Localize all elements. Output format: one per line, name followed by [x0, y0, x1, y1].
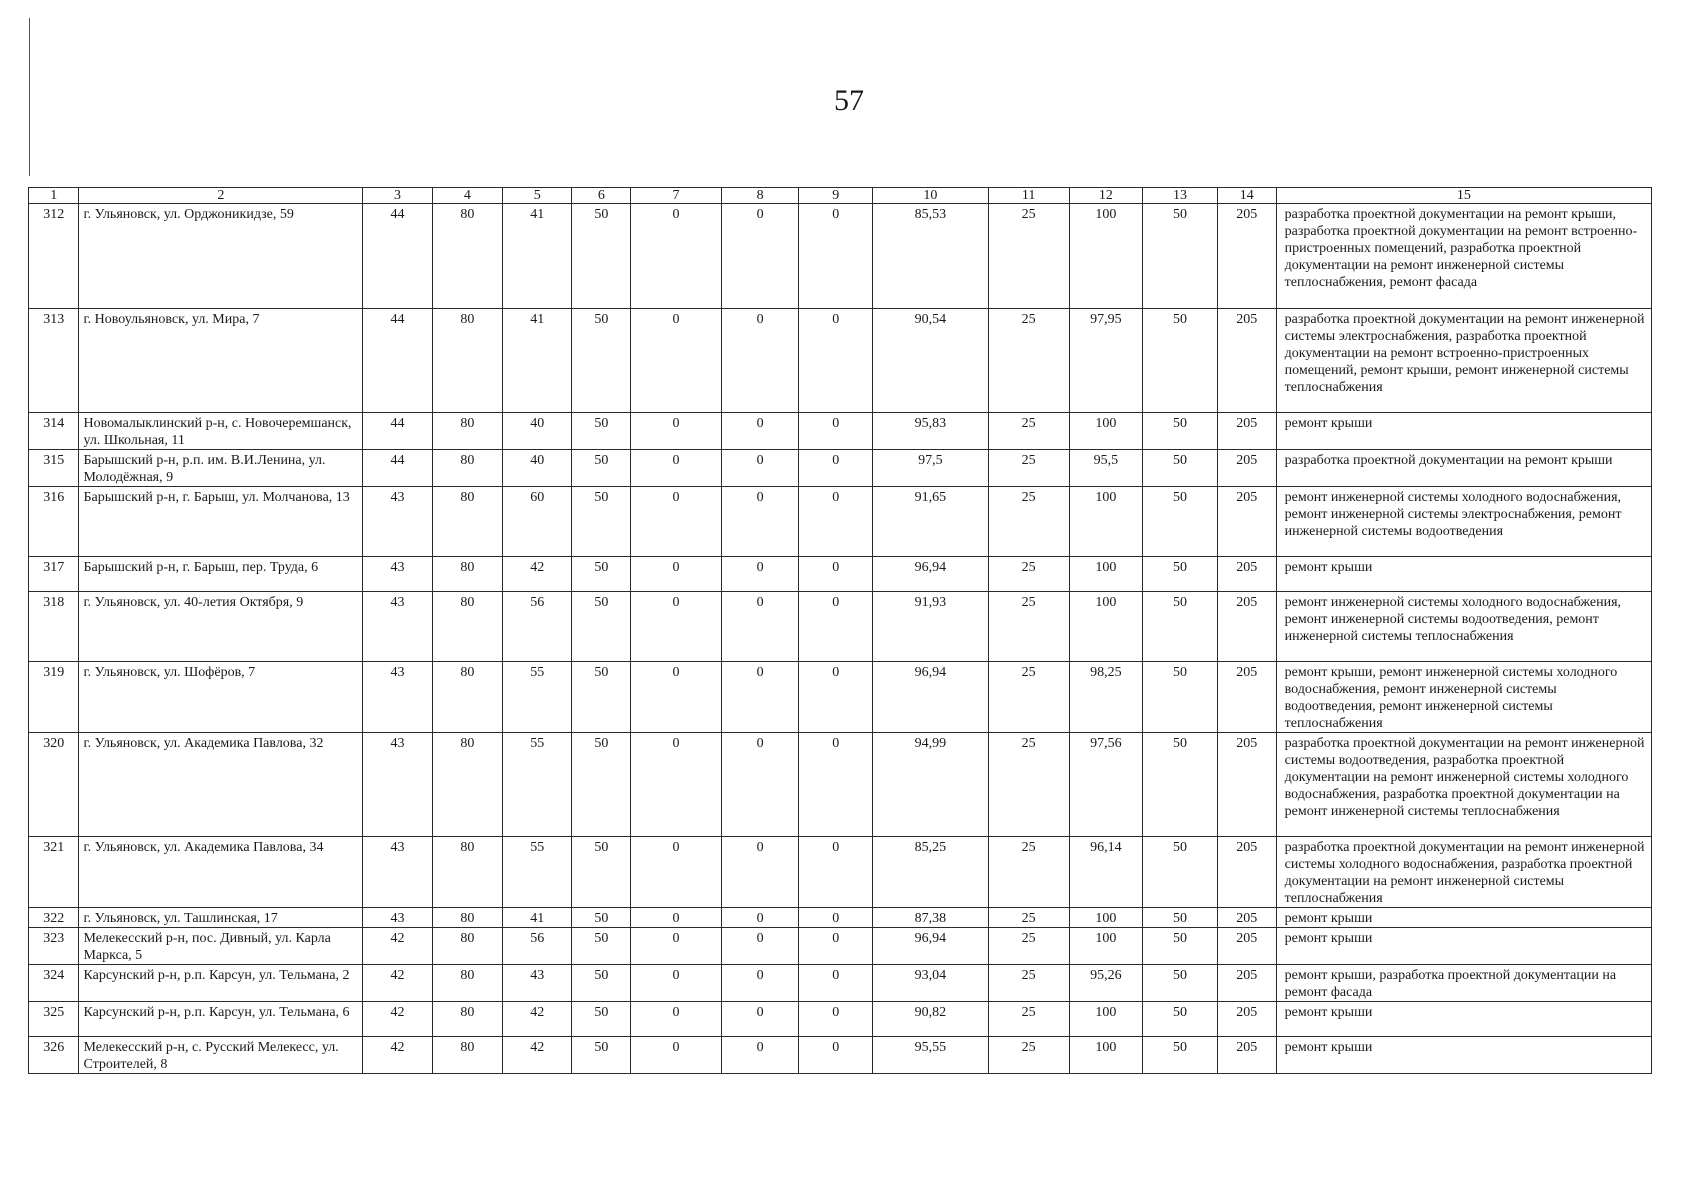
cell-col-10: 91,93 — [873, 592, 989, 662]
cell-col-3: 43 — [363, 908, 432, 928]
cell-col-11: 25 — [988, 1037, 1069, 1074]
cell-col-5: 40 — [503, 413, 572, 450]
column-header-2: 2 — [79, 188, 363, 204]
cell-col-9: 0 — [799, 1037, 873, 1074]
cell-col-5: 55 — [503, 733, 572, 837]
cell-col-8: 0 — [721, 450, 799, 487]
column-header-7: 7 — [631, 188, 721, 204]
column-header-15: 15 — [1276, 188, 1651, 204]
cell-col-5: 43 — [503, 965, 572, 1002]
cell-work-description: ремонт крыши — [1276, 1002, 1651, 1037]
cell-col-6: 50 — [572, 204, 631, 309]
table-row — [29, 413, 1652, 450]
cell-work-description: ремонт крыши — [1276, 928, 1651, 965]
cell-col-6: 50 — [572, 557, 631, 592]
cell-col-10: 97,5 — [873, 450, 989, 487]
cell-row-number: 319 — [29, 662, 79, 733]
cell-col-11: 25 — [988, 908, 1069, 928]
cell-col-9: 0 — [799, 592, 873, 662]
cell-col-10: 96,94 — [873, 662, 989, 733]
cell-col-7: 0 — [631, 204, 721, 309]
cell-col-9: 0 — [799, 1002, 873, 1037]
cell-address: г. Ульяновск, ул. Академика Павлова, 34 — [79, 837, 363, 908]
column-header-4: 4 — [432, 188, 502, 204]
cell-col-8: 0 — [721, 965, 799, 1002]
cell-col-5: 42 — [503, 1002, 572, 1037]
cell-row-number: 317 — [29, 557, 79, 592]
cell-col-9: 0 — [799, 413, 873, 450]
cell-col-13: 50 — [1143, 928, 1218, 965]
cell-work-description: разработка проектной документации на ремонт инженерной системы электроснабжения, разработка проектной документации на ремонт встроенно-пристроенных помещений, ремонт крыши, ремонт инженерной системы теплоснабжения — [1276, 309, 1651, 413]
cell-row-number: 323 — [29, 928, 79, 965]
cell-col-3: 43 — [363, 733, 432, 837]
cell-col-7: 0 — [631, 1037, 721, 1074]
cell-col-7: 0 — [631, 450, 721, 487]
cell-col-13: 50 — [1143, 733, 1218, 837]
cell-col-10: 87,38 — [873, 908, 989, 928]
cell-col-14: 205 — [1217, 557, 1276, 592]
cell-col-7: 0 — [631, 965, 721, 1002]
cell-col-3: 43 — [363, 592, 432, 662]
cell-col-13: 50 — [1143, 1002, 1218, 1037]
cell-col-7: 0 — [631, 733, 721, 837]
cell-address: г. Ульяновск, ул. 40-летия Октября, 9 — [79, 592, 363, 662]
cell-col-8: 0 — [721, 908, 799, 928]
cell-row-number: 316 — [29, 487, 79, 557]
cell-col-5: 55 — [503, 662, 572, 733]
cell-address: Новомалыклинский р-н, с. Новочеремшанск, ул. Школьная, 11 — [79, 413, 363, 450]
column-header-10: 10 — [873, 188, 989, 204]
cell-address: Мелекесский р-н, пос. Дивный, ул. Карла Маркса, 5 — [79, 928, 363, 965]
cell-col-4: 80 — [432, 592, 502, 662]
cell-address: г. Ульяновск, ул. Ташлинская, 17 — [79, 908, 363, 928]
cell-col-4: 80 — [432, 928, 502, 965]
cell-work-description: ремонт инженерной системы холодного водоснабжения, ремонт инженерной системы электроснабжения, ремонт инженерной системы водоотведения — [1276, 487, 1651, 557]
cell-row-number: 326 — [29, 1037, 79, 1074]
cell-col-3: 44 — [363, 450, 432, 487]
cell-col-6: 50 — [572, 413, 631, 450]
header-row — [29, 188, 1652, 204]
cell-row-number: 324 — [29, 965, 79, 1002]
cell-col-14: 205 — [1217, 204, 1276, 309]
cell-col-13: 50 — [1143, 413, 1218, 450]
cell-col-13: 50 — [1143, 487, 1218, 557]
column-header-3: 3 — [363, 188, 432, 204]
cell-col-11: 25 — [988, 928, 1069, 965]
cell-col-6: 50 — [572, 1037, 631, 1074]
cell-col-13: 50 — [1143, 557, 1218, 592]
cell-col-5: 41 — [503, 204, 572, 309]
cell-col-14: 205 — [1217, 413, 1276, 450]
cell-address: Карсунский р-н, р.п. Карсун, ул. Тельмана, 6 — [79, 1002, 363, 1037]
cell-col-6: 50 — [572, 908, 631, 928]
table-row — [29, 908, 1652, 928]
cell-col-9: 0 — [799, 450, 873, 487]
cell-col-7: 0 — [631, 837, 721, 908]
cell-col-10: 96,94 — [873, 928, 989, 965]
cell-address: г. Новоульяновск, ул. Мира, 7 — [79, 309, 363, 413]
cell-col-6: 50 — [572, 662, 631, 733]
cell-col-8: 0 — [721, 592, 799, 662]
cell-work-description: ремонт крыши — [1276, 413, 1651, 450]
cell-address: Карсунский р-н, р.п. Карсун, ул. Тельмана, 2 — [79, 965, 363, 1002]
cell-work-description: ремонт инженерной системы холодного водоснабжения, ремонт инженерной системы водоотведения, ремонт инженерной системы теплоснабжения — [1276, 592, 1651, 662]
cell-col-12: 98,25 — [1069, 662, 1143, 733]
column-header-11: 11 — [988, 188, 1069, 204]
column-header-1: 1 — [29, 188, 79, 204]
cell-col-12: 100 — [1069, 557, 1143, 592]
cell-row-number: 312 — [29, 204, 79, 309]
cell-col-10: 85,53 — [873, 204, 989, 309]
cell-col-8: 0 — [721, 1037, 799, 1074]
cell-col-3: 44 — [363, 309, 432, 413]
cell-col-14: 205 — [1217, 662, 1276, 733]
cell-col-13: 50 — [1143, 309, 1218, 413]
table-row — [29, 487, 1652, 557]
cell-col-14: 205 — [1217, 592, 1276, 662]
cell-col-5: 41 — [503, 309, 572, 413]
cell-col-11: 25 — [988, 592, 1069, 662]
cell-col-4: 80 — [432, 557, 502, 592]
table-body — [29, 204, 1652, 1074]
cell-col-12: 100 — [1069, 487, 1143, 557]
cell-address: Мелекесский р-н, с. Русский Мелекесс, ул. Строителей, 8 — [79, 1037, 363, 1074]
cell-col-8: 0 — [721, 309, 799, 413]
cell-col-10: 90,82 — [873, 1002, 989, 1037]
cell-col-11: 25 — [988, 450, 1069, 487]
column-header-13: 13 — [1143, 188, 1218, 204]
cell-col-10: 95,55 — [873, 1037, 989, 1074]
cell-col-8: 0 — [721, 204, 799, 309]
cell-address: г. Ульяновск, ул. Академика Павлова, 32 — [79, 733, 363, 837]
cell-col-14: 205 — [1217, 1037, 1276, 1074]
cell-col-8: 0 — [721, 557, 799, 592]
cell-col-6: 50 — [572, 487, 631, 557]
cell-col-9: 0 — [799, 662, 873, 733]
cell-col-11: 25 — [988, 309, 1069, 413]
cell-col-5: 56 — [503, 928, 572, 965]
data-table — [28, 187, 1652, 1074]
column-header-5: 5 — [503, 188, 572, 204]
cell-col-4: 80 — [432, 487, 502, 557]
cell-address: Барышский р-н, г. Барыш, ул. Молчанова, 13 — [79, 487, 363, 557]
cell-col-8: 0 — [721, 928, 799, 965]
column-header-9: 9 — [799, 188, 873, 204]
cell-address: Барышский р-н, р.п. им. В.И.Ленина, ул. Молодёжная, 9 — [79, 450, 363, 487]
cell-col-11: 25 — [988, 1002, 1069, 1037]
cell-col-7: 0 — [631, 1002, 721, 1037]
cell-col-3: 44 — [363, 204, 432, 309]
table-row — [29, 309, 1652, 413]
cell-col-6: 50 — [572, 309, 631, 413]
cell-col-3: 43 — [363, 837, 432, 908]
cell-col-13: 50 — [1143, 204, 1218, 309]
cell-address: г. Ульяновск, ул. Шофёров, 7 — [79, 662, 363, 733]
cell-col-5: 41 — [503, 908, 572, 928]
cell-col-11: 25 — [988, 413, 1069, 450]
cell-col-4: 80 — [432, 837, 502, 908]
cell-col-8: 0 — [721, 837, 799, 908]
cell-col-9: 0 — [799, 487, 873, 557]
cell-col-13: 50 — [1143, 450, 1218, 487]
cell-col-3: 43 — [363, 557, 432, 592]
cell-col-11: 25 — [988, 557, 1069, 592]
cell-col-9: 0 — [799, 908, 873, 928]
cell-col-14: 205 — [1217, 487, 1276, 557]
cell-col-4: 80 — [432, 450, 502, 487]
table-row — [29, 928, 1652, 965]
cell-col-6: 50 — [572, 733, 631, 837]
cell-col-9: 0 — [799, 204, 873, 309]
cell-col-4: 80 — [432, 204, 502, 309]
column-header-6: 6 — [572, 188, 631, 204]
page-number: 57 — [834, 84, 864, 117]
cell-col-11: 25 — [988, 965, 1069, 1002]
cell-col-8: 0 — [721, 413, 799, 450]
table-row — [29, 1002, 1652, 1037]
cell-col-12: 100 — [1069, 413, 1143, 450]
cell-col-9: 0 — [799, 309, 873, 413]
cell-col-11: 25 — [988, 662, 1069, 733]
table-row — [29, 592, 1652, 662]
cell-col-8: 0 — [721, 487, 799, 557]
cell-col-14: 205 — [1217, 908, 1276, 928]
cell-col-13: 50 — [1143, 837, 1218, 908]
cell-col-4: 80 — [432, 413, 502, 450]
cell-col-12: 95,26 — [1069, 965, 1143, 1002]
cell-col-7: 0 — [631, 662, 721, 733]
cell-col-8: 0 — [721, 1002, 799, 1037]
cell-col-13: 50 — [1143, 1037, 1218, 1074]
cell-col-13: 50 — [1143, 662, 1218, 733]
cell-col-7: 0 — [631, 928, 721, 965]
cell-col-14: 205 — [1217, 733, 1276, 837]
cell-col-5: 40 — [503, 450, 572, 487]
cell-col-6: 50 — [572, 450, 631, 487]
cell-col-14: 205 — [1217, 837, 1276, 908]
cell-col-12: 97,56 — [1069, 733, 1143, 837]
cell-col-3: 43 — [363, 487, 432, 557]
cell-col-7: 0 — [631, 592, 721, 662]
cell-col-6: 50 — [572, 837, 631, 908]
cell-col-3: 42 — [363, 1002, 432, 1037]
cell-col-9: 0 — [799, 928, 873, 965]
cell-col-10: 95,83 — [873, 413, 989, 450]
cell-col-8: 0 — [721, 733, 799, 837]
cell-col-4: 80 — [432, 965, 502, 1002]
cell-col-10: 96,94 — [873, 557, 989, 592]
cell-col-4: 80 — [432, 1037, 502, 1074]
cell-address: Барышский р-н, г. Барыш, пер. Труда, 6 — [79, 557, 363, 592]
cell-col-6: 50 — [572, 965, 631, 1002]
cell-col-4: 80 — [432, 1002, 502, 1037]
cell-address: г. Ульяновск, ул. Орджоникидзе, 59 — [79, 204, 363, 309]
cell-col-9: 0 — [799, 837, 873, 908]
cell-col-11: 25 — [988, 204, 1069, 309]
cell-col-14: 205 — [1217, 309, 1276, 413]
cell-col-7: 0 — [631, 908, 721, 928]
cell-col-12: 96,14 — [1069, 837, 1143, 908]
cell-col-11: 25 — [988, 837, 1069, 908]
cell-col-9: 0 — [799, 733, 873, 837]
cell-col-6: 50 — [572, 928, 631, 965]
table-row — [29, 662, 1652, 733]
cell-row-number: 315 — [29, 450, 79, 487]
cell-row-number: 325 — [29, 1002, 79, 1037]
cell-col-5: 56 — [503, 592, 572, 662]
cell-col-3: 42 — [363, 1037, 432, 1074]
cell-col-10: 93,04 — [873, 965, 989, 1002]
cell-col-5: 55 — [503, 837, 572, 908]
cell-work-description: ремонт крыши — [1276, 557, 1651, 592]
column-header-14: 14 — [1217, 188, 1276, 204]
cell-col-14: 205 — [1217, 450, 1276, 487]
cell-col-6: 50 — [572, 592, 631, 662]
cell-col-5: 42 — [503, 557, 572, 592]
cell-row-number: 320 — [29, 733, 79, 837]
table-row — [29, 204, 1652, 309]
cell-col-3: 43 — [363, 662, 432, 733]
cell-col-7: 0 — [631, 309, 721, 413]
cell-col-12: 100 — [1069, 908, 1143, 928]
cell-work-description: разработка проектной документации на ремонт инженерной системы водоотведения, разработка проектной документации на ремонт инженерной системы холодного водоснабжения, разработка проектной документации на ремонт инженерной системы теплоснабжения — [1276, 733, 1651, 837]
cell-col-9: 0 — [799, 965, 873, 1002]
cell-work-description: разработка проектной документации на ремонт инженерной системы холодного водоснабжения, разработка проектной документации на ремонт инженерной системы теплоснабжения — [1276, 837, 1651, 908]
cell-row-number: 322 — [29, 908, 79, 928]
cell-work-description: разработка проектной документации на ремонт крыши — [1276, 450, 1651, 487]
cell-row-number: 313 — [29, 309, 79, 413]
cell-col-14: 205 — [1217, 928, 1276, 965]
table-row — [29, 557, 1652, 592]
cell-col-4: 80 — [432, 309, 502, 413]
cell-col-13: 50 — [1143, 965, 1218, 1002]
cell-work-description: ремонт крыши — [1276, 1037, 1651, 1074]
cell-col-9: 0 — [799, 557, 873, 592]
cell-col-12: 95,5 — [1069, 450, 1143, 487]
cell-row-number: 318 — [29, 592, 79, 662]
cell-col-10: 90,54 — [873, 309, 989, 413]
cell-col-13: 50 — [1143, 908, 1218, 928]
cell-col-4: 80 — [432, 733, 502, 837]
cell-col-3: 44 — [363, 413, 432, 450]
table-row — [29, 733, 1652, 837]
cell-col-4: 80 — [432, 662, 502, 733]
table-row — [29, 450, 1652, 487]
cell-col-14: 205 — [1217, 965, 1276, 1002]
table-row — [29, 965, 1652, 1002]
cell-col-5: 42 — [503, 1037, 572, 1074]
cell-col-11: 25 — [988, 733, 1069, 837]
cell-col-13: 50 — [1143, 592, 1218, 662]
cell-col-7: 0 — [631, 487, 721, 557]
cell-col-7: 0 — [631, 557, 721, 592]
cell-work-description: ремонт крыши, разработка проектной документации на ремонт фасада — [1276, 965, 1651, 1002]
column-header-8: 8 — [721, 188, 799, 204]
cell-col-8: 0 — [721, 662, 799, 733]
cell-work-description: ремонт крыши — [1276, 908, 1651, 928]
cell-col-11: 25 — [988, 487, 1069, 557]
cell-col-3: 42 — [363, 965, 432, 1002]
cell-col-5: 60 — [503, 487, 572, 557]
cell-col-10: 85,25 — [873, 837, 989, 908]
cell-col-12: 100 — [1069, 592, 1143, 662]
cell-col-10: 94,99 — [873, 733, 989, 837]
cell-col-10: 91,65 — [873, 487, 989, 557]
cell-col-4: 80 — [432, 908, 502, 928]
cell-row-number: 314 — [29, 413, 79, 450]
cell-row-number: 321 — [29, 837, 79, 908]
cell-col-12: 97,95 — [1069, 309, 1143, 413]
cell-col-12: 100 — [1069, 204, 1143, 309]
cell-col-14: 205 — [1217, 1002, 1276, 1037]
cell-work-description: разработка проектной документации на ремонт крыши, разработка проектной документации на ремонт встроенно-пристроенных помещений, разработка проектной документации на ремонт инженерной системы теплоснабжения, ремонт фасада — [1276, 204, 1651, 309]
table-row — [29, 837, 1652, 908]
cell-col-12: 100 — [1069, 1037, 1143, 1074]
cell-col-6: 50 — [572, 1002, 631, 1037]
cell-work-description: ремонт крыши, ремонт инженерной системы холодного водоснабжения, ремонт инженерной системы водоотведения, ремонт инженерной системы теплоснабжения — [1276, 662, 1651, 733]
cell-col-12: 100 — [1069, 928, 1143, 965]
column-header-12: 12 — [1069, 188, 1143, 204]
table-row — [29, 1037, 1652, 1074]
cell-col-7: 0 — [631, 413, 721, 450]
cell-col-12: 100 — [1069, 1002, 1143, 1037]
cell-col-3: 42 — [363, 928, 432, 965]
